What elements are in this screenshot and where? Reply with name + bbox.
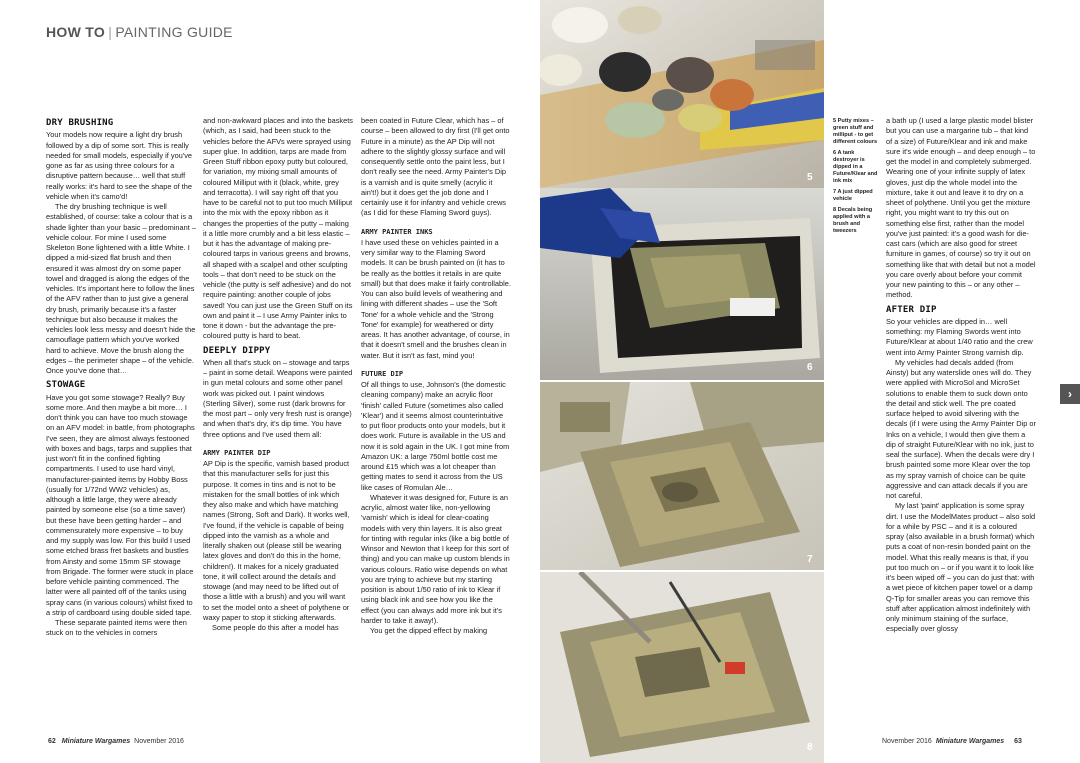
paragraph: My vehicles had decals added (from Ainsty) but any waterslide ones will do. They were applied with MicroSol and MicroSet solutions to enable them to suck down onto the detail and stick well. The pre coated surface helped to avoid silvering with the decals (if I were using the Army Painter Dip or Inks on a vehicle, I would then give them a dip of straight Future/Klear with no ink, just to seal the surface). When the decals were dry I brush painted some more Klear over the top as my spray varnish of choice can be quite aggressive and can attack decals if you are not careful. (886, 357, 1036, 500)
paragraph: Whatever it was designed for, Future is an acrylic, almost water like, non-yellowing 'varnish' which is ideal for clear-coating models with very thin layers. It is also great for tinting with regular inks (like a big bottle of Winsor and Newton that I keep for this sort of thing) and you can make up custom blends in various colours. Ratio wise depends on what you are trying to achieve but my starting position is about 1/50 ratio of ink to Klear if using black ink and see how you like the effect (you can always add more ink but it's harder to take it away!). (361, 492, 510, 625)
heading-army-painter-dip: ARMY PAINTER DIP (203, 448, 271, 457)
paragraph: Have you got some stowage? Really? Buy some more. And then maybe a bit more… I don't think you can have too much stowage on an AFV model: in battle, from photographs I've seen, they are almost always festooned with boxes and bags, tarps and supplies that just won't fit in the confined fighting compartments. I used to use hard vinyl, manufacturer-painted items by Hobby Boss (usually for 1/72nd WW2 vehicles) as, although a little large, they were already painted by someone else (so a time saver) but these have been getting harder – and commensurately more expensive – to buy and my supply was low. For this build I used some etched brass fret baskets and bustles from Ainsty and some 15mm SF stowage from Brigade. The former were stuck in place before vehicle painting commenced. The latter were all painted off of the tanks using spray cans (in various colours) whilst fixed to a strip of cardboard using double sided tape. (46, 392, 195, 617)
dipping-photo-illustration (540, 188, 824, 380)
paragraph: So your vehicles are dipped in… well something: my Flaming Swords went into Future/Klear at about 1/40 ratio and the crew went into Army Painter Strong varnish dip. (886, 316, 1033, 357)
paragraph: My last 'paint' application is some spray dirt. I use the ModelMates product – also sold for a while by PSC – and it is a coloured spray (also available in a brush format) which puts a coat of non-resin bonded paint on the model. What this really means is that, if you put too much on – or if you want it to look like it's been wiped off – you can do just that: with a wet piece of kitchen paper towel or a damp Q-Tip for smaller areas you can remove this stuff after application almost indefinitely with only minimum staining of the surface, especially over glossy (886, 501, 1036, 634)
decals-photo-illustration (540, 572, 824, 763)
caption-7: 7 A just dipped vehicle (833, 189, 873, 202)
paragraph: Of all things to use, Johnson's (the domestic cleaning company) make an acrylic floor 'finish' called Future (sometimes also called 'Klear') and it seems almost counterintuitive to put floor products onto your models, but it does work. Future is available in the US and now it is sold again in the UK. I got mine from Amazon UK: a large 750ml bottle cost me around £15 which was a lot cheaper than getting mates to send it across from the US like cases of Romulan Ale… (361, 380, 510, 492)
magazine-name-left: Miniature Wargames (61, 738, 131, 745)
heading-dry-brushing: DRY BRUSHING (46, 118, 114, 128)
heading-stowage: STOWAGE (46, 380, 86, 391)
page-number-left: 62 (48, 738, 56, 745)
footer-right (882, 738, 1028, 745)
paragraph: When all that's stuck on – stowage and tarps – paint in some detail. Weapons were painted in gun metal colours and some other panel work was picked out. I paint windows (Sterling Silver), some rust (dark browns for the most part – only very fresh rust is orange) and when that's dry, it's dip time. You have three options and I've used them all: (203, 357, 353, 439)
paragraph: Your models now require a light dry brush followed by a dip of some sort. This is really needed for small models, especially if you've gone as far as using three colours for a disruptive pattern because… well that stuff really works: it's hard to see the shape of the vehicle when it's camo'd! (46, 130, 193, 201)
paragraph: I have used these on vehicles painted in a very similar way to the Flaming Sword models. It can be brush painted on (it has to be really as the bottles it retails in are quite small) but that does make it fairly controllable. You can also build levels of weathering and lining with different shades – use the 'Soft Tone' for a whole vehicle and the 'Strong Tone' for example) for weathered or dirty areas. It has another advantage, of course, in that it doesn't smell and the brushes clean in water. But it isn't as fast, mind you! (361, 237, 511, 360)
paragraph: These separate painted items were then stuck on to the vehicles in corners (46, 618, 187, 638)
caption-8: 8 Decals being applied with a brush and tweezers (833, 207, 873, 234)
page-number-right: 63 (1014, 738, 1022, 745)
paragraph: a bath up (I used a large plastic model blister but you can use a margarine tub – that kind of a size) of Future/Klear and ink and make sure it's wide enough – and deep enough – to get the model in and completely submerged. Wearing one of your infinite supply of latex gloves, just dip the whole model into the mixture, take it out and leave it to dry on a sheet of polythene. Until you get the mixture right, you might want to try this out on something else first, rather than the model you've just painted: it's a good wash for die-cast cars (which are also good for street furniture in games, of course) so try it out on something like that with detail but not a model you care overly about before your commit your new painting to this – or any other – method. (886, 116, 1036, 300)
caption-6: 6 A tank destroyer is dipped in a Future/Klear and ink mix (833, 150, 878, 184)
header-separator: | (108, 24, 113, 40)
section-header (46, 24, 233, 40)
photo-decals (540, 572, 824, 763)
photo-number-5: 5 (807, 172, 813, 183)
caption-5: 5 Putty mixes – green stuff and milliput - to get different colours (833, 118, 878, 145)
heading-after-dip: AFTER DIP (886, 304, 937, 315)
magazine-name-right: Miniature Wargames (935, 738, 1005, 745)
text-column-3 (361, 116, 511, 636)
footer-left (48, 738, 184, 745)
paragraph: The dry brushing technique is well established, of course: take a colour that is a shade lighter than your basic – predominant – vehicle colour. For mine I used some Skeleton Bone lightened with a little White. I dipped a mid-sized flat brush and then ensured it was almost dry on some paper towel and dragged is along the edges of the vehicles. It's important here to follow the lines of the AFV rather than to just give a general dry brush, primarily because it's a faster technique but also because it makes the vehicles look less messy and doesn't hide the camouflage pattern which you've worked hard to achieve. Move the brush along the edges – the perimeter shape – of the vehicle. Once you've done that… (46, 202, 196, 375)
right-page (540, 0, 1080, 763)
heading-deeply-dippy: DEEPLY DIPPY (203, 345, 271, 356)
putty-photo-illustration (540, 0, 824, 188)
heading-army-painter-inks: ARMY PAINTER INKS (361, 227, 433, 236)
text-column-4 (886, 116, 1036, 635)
text-column-1 (46, 114, 196, 639)
paragraph: AP Dip is the specific, varnish based product that this manufacturer sells for just this purpose. It comes in tins and is not to be mistaken for the small bottles of ink which they also make and which have matching names (Strong, Soft and Dark). It works well, I've found, if the vehicle is capable of being dipped into the varnish as a whole and literally shaken out (please still be wearing latex gloves and don't do this in the home, children!). It makes for a nicely graduated tone, it will collect around the details and stowage (and may need to be lifted out of those a little with a brush) and you will want to set the model onto a sheet of polythene or waxy paper to stop it sticking afterwards. (203, 459, 350, 622)
text-column-2 (203, 116, 353, 633)
vehicle-photo-illustration (540, 382, 824, 570)
photo-captions (833, 118, 881, 239)
photo-putty-mixes (540, 0, 824, 188)
photo-dipped-vehicle (540, 382, 824, 570)
heading-future-dip: FUTURE DIP (361, 369, 404, 378)
next-page-arrow-icon[interactable]: › (1060, 384, 1080, 404)
paragraph: been coated in Future Clear, which has – of course – been allowed to dry first (I'll get onto Future in a minute) as the AP Dip will not adhere to the slightly glossy surface and will consequently settle onto the paint less, but I don't really see the need. Army Painter's Dip is a varnish and is quite smelly (acrylic it ain't!) but it does get the job done and I certainly use it for infantry and vehicle crews (as I did for these Flaming Sword guys). (361, 116, 510, 218)
header-title: HOW TO (46, 24, 106, 40)
paragraph: and non-awkward places and into the baskets (which, as I said, had been stuck to the vehicles before the AFVs were sprayed using super glue. In addition, tarps are made from Green Stuff ribbon epoxy putty but coloured, for variation, my mixing small amounts of coloured Milliput with it (black, white, grey and terracotta). I will say right off that you have to be careful not to put too much Milliput into the mix with the epoxy ribbon as it changes the properties of the putty – making it a little more crumbly and a bit less elastic – but it has the advantage of making pre-coloured tarps in various greens and browns, all shaped with a scalpel and other sculpting tools – that don't need to be stuck on the vehicle (the putty is self adhesive) and do not require painting: another couple of jobs saved! You can just use the Green Stuff on its own and paint it – I use Army Painter inks to tone it down - but the advantage the pre-coloured putty is hard to beat. (203, 116, 353, 341)
issue-date-right: November 2016 (882, 738, 932, 745)
issue-date-left: November 2016 (134, 738, 184, 745)
photo-dipping-tank (540, 188, 824, 380)
header-subtitle: PAINTING GUIDE (115, 24, 233, 40)
photo-number-8: 8 (807, 742, 813, 753)
photo-number-6: 6 (807, 362, 813, 373)
paragraph: You get the dipped effect by making (370, 626, 488, 635)
paragraph: Some people do this after a model has (212, 623, 339, 632)
photo-number-7: 7 (807, 554, 813, 565)
